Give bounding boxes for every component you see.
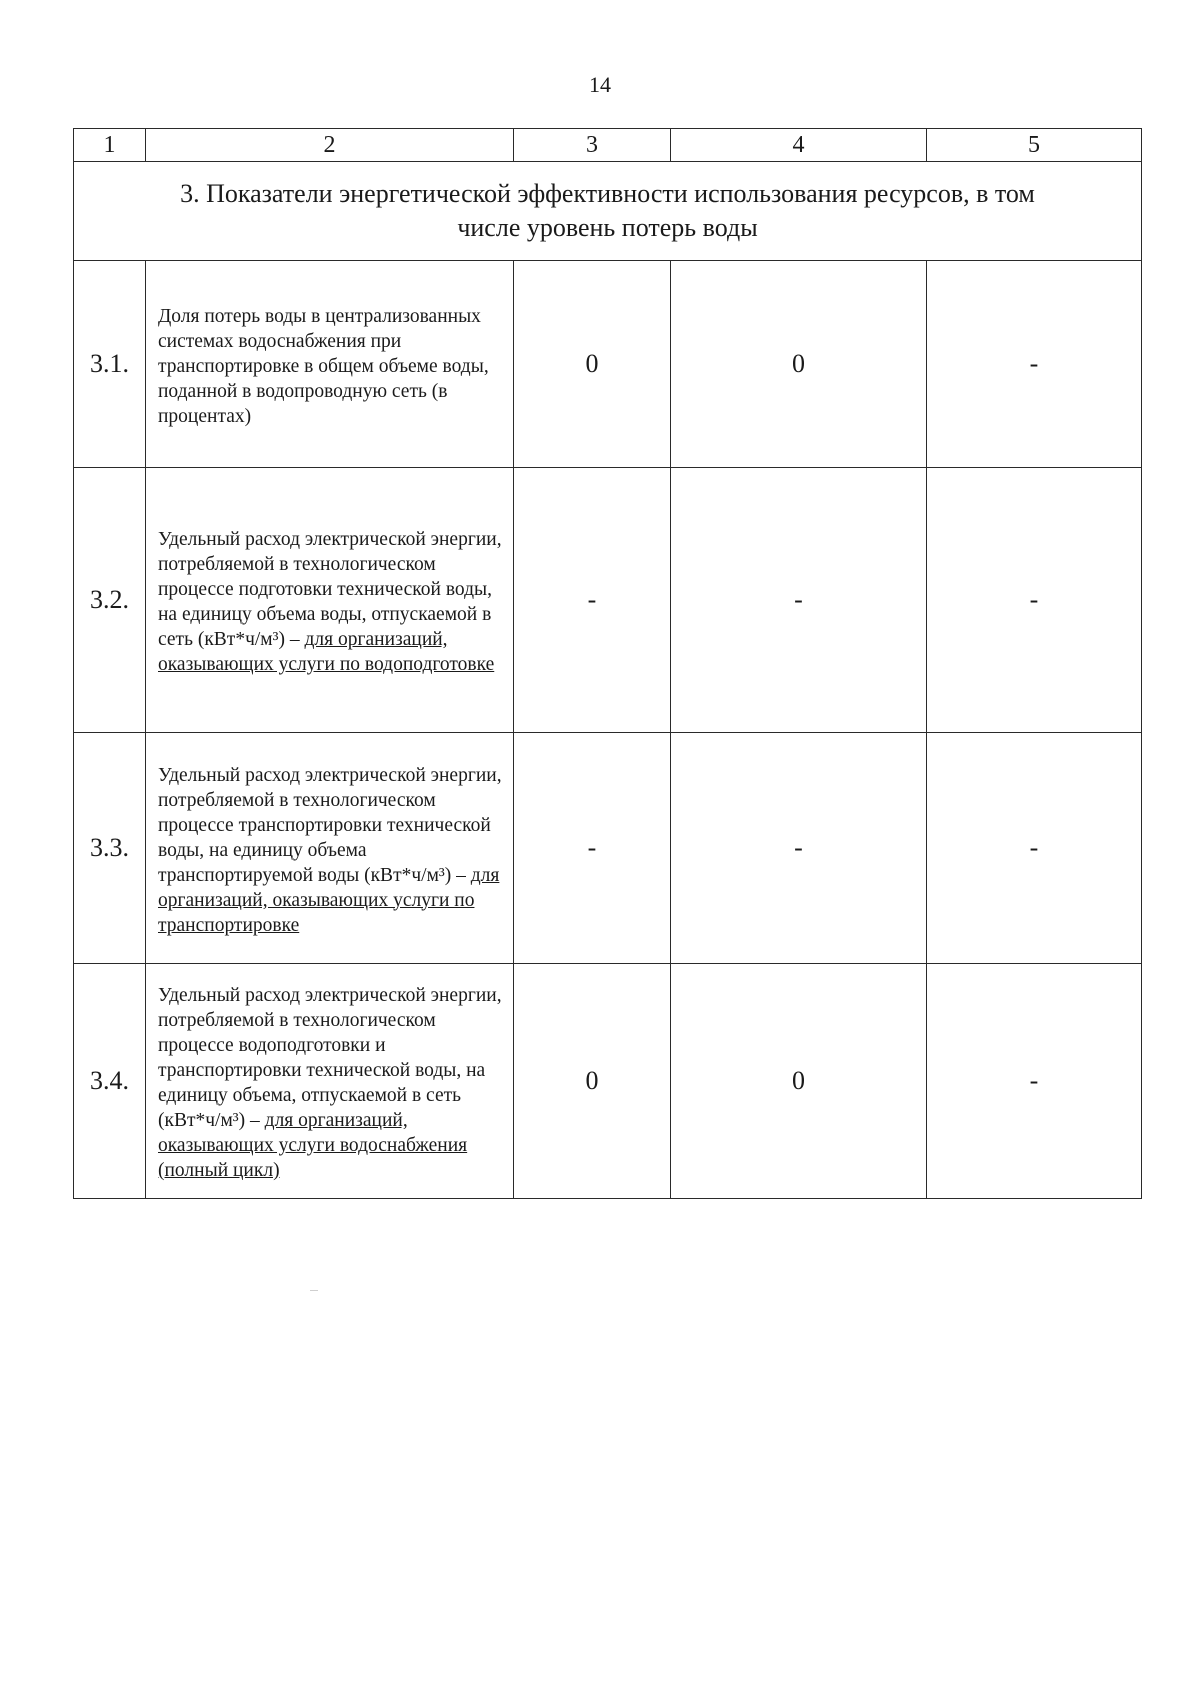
row-value-col5: - [927,733,1142,964]
column-header-row [74,129,1142,162]
scan-artifact [310,1290,318,1291]
row-value-col3: - [514,468,671,733]
row-value-col5: - [927,261,1142,468]
section-row [74,162,1142,261]
table-row [74,468,1142,733]
row-value-col3: 0 [514,964,671,1199]
row-description [146,964,514,1199]
column-header-1: 1 [74,129,146,162]
row-description [146,733,514,964]
row-description-text: Удельный расход электрической энергии, потребляемой в технологическом процессе водоподготовки и транспортировки технической воды, на единицу объема, отпускаемой в сеть (кВт*ч/м³) – [158,985,502,1131]
row-number: 3.3. [74,733,146,964]
column-header-5: 5 [927,129,1142,162]
row-value-col5: - [927,468,1142,733]
row-description [146,468,514,733]
row-description-underlined: для организаций, оказывающих услуги водоснабжения (полный цикл) [158,1110,468,1181]
row-description-text: Доля потерь воды в централизованных системах водоснабжения при транспортировке в общем объеме воды, поданной в водопроводную сеть (в процентах) [158,305,489,427]
row-number: 3.2. [74,468,146,733]
row-number: 3.4. [74,964,146,1199]
row-description-text: Удельный расход электрической энергии, потребляемой в технологическом процессе транспортировки технической воды, на единицу объема транспортируемой воды (кВт*ч/м³) – [158,764,502,886]
column-header-4: 4 [671,129,927,162]
row-value-col4: 0 [671,261,927,468]
table-row [74,733,1142,964]
row-value-col4: - [671,468,927,733]
row-description-text: Удельный расход электрической энергии, потребляемой в технологическом процессе подготовки технической воды, на единицу объема воды, отпускаемой в сеть (кВт*ч/м³) – [158,529,502,650]
row-value-col4: - [671,733,927,964]
indicators-table [73,128,1142,1199]
row-description-underlined: для организаций, оказывающих услуги по водоподготовке [158,629,495,675]
row-value-col3: 0 [514,261,671,468]
column-header-2: 2 [146,129,514,162]
row-value-col5: - [927,964,1142,1199]
row-value-col4: 0 [671,964,927,1199]
row-number: 3.1. [74,261,146,468]
row-description-underlined: для организаций, оказывающих услуги по транспортировке [158,864,500,936]
column-header-3: 3 [514,129,671,162]
table-row [74,964,1142,1199]
section-title-line1: 3. Показатели энергетической эффективности использования ресурсов, в том [180,179,1035,208]
section-title-line2: числе уровень потерь воды [457,213,758,242]
page-number: 14 [589,72,611,97]
row-value-col3: - [514,733,671,964]
row-description [146,261,514,468]
table-row [74,261,1142,468]
section-title [74,162,1142,261]
